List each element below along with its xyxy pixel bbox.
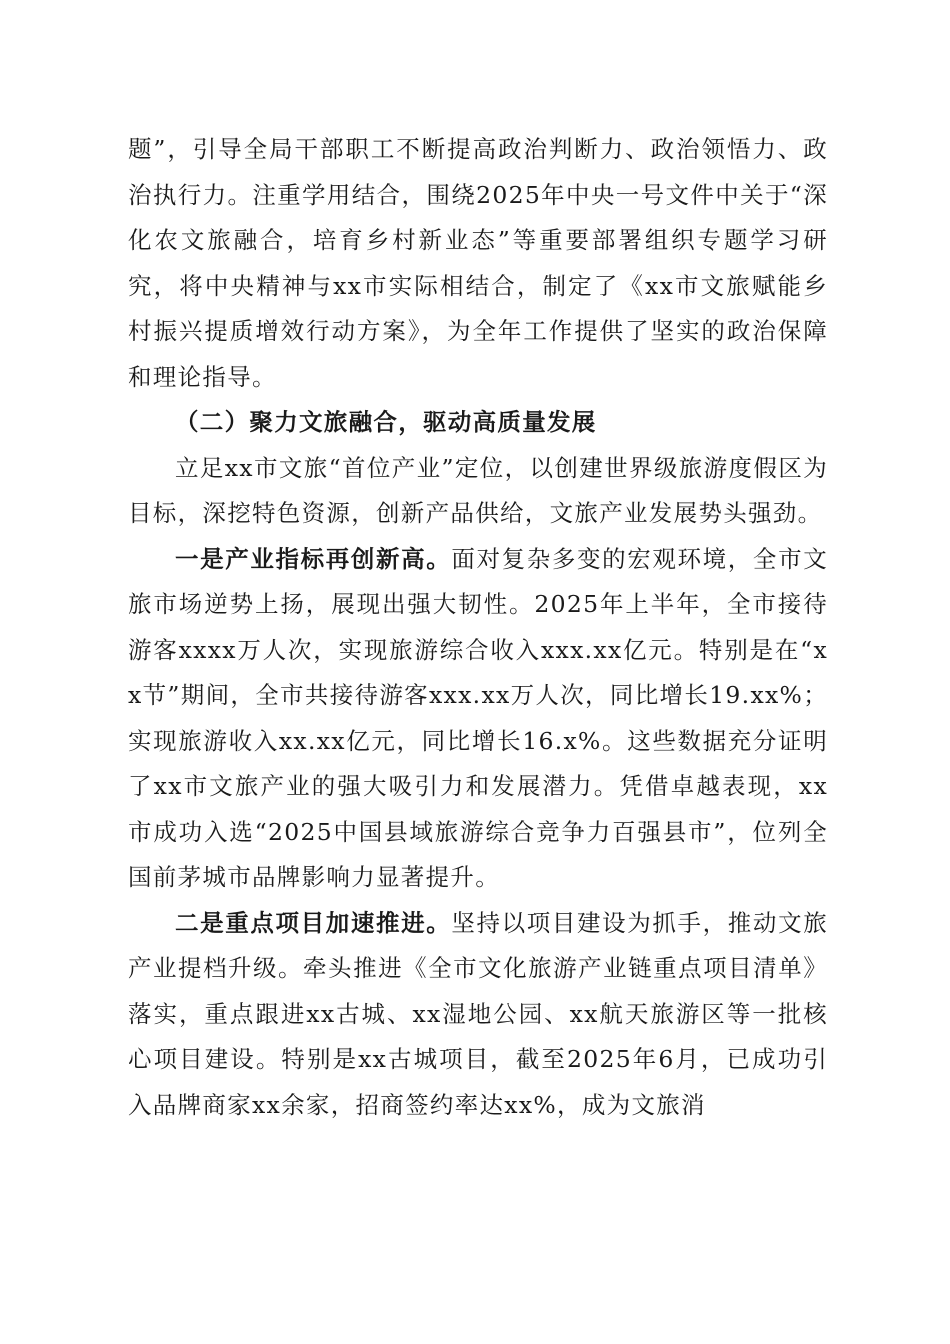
paragraph-text: 面对复杂多变的宏观环境，全市文旅市场逆势上扬，展现出强大韧性。2025年上半年，全市接待游客xxxx万人次，实现旅游综合收入xxx.xx亿元。特别是在“xx节”期间，全市共接待游客xxx.xx万人次，同比增长19.xx%；实现旅游收入xx.xx亿元，同比增长16.x%。这些数据充分证明了xx市文旅产业的强大吸引力和发展潜力。凭借卓越表现，xx市成功入选“2025中国县域旅游综合竞争力百强县市”，位列全国前茅城市品牌影响力显著提升。: [128, 544, 828, 891]
paragraph-industry-indicators: [128, 537, 828, 901]
paragraph-text: 立足xx市文旅“首位产业”定位，以创建世界级旅游度假区为目标，深挖特色资源，创新产品供给，文旅产业发展势头强劲。: [128, 453, 828, 527]
paragraph-text: 坚持以项目建设为抓手，推动文旅产业提档升级。牵头推进《全市文化旅游产业链重点项目清单》落实，重点跟进xx古城、xx湿地公园、xx航天旅游区等一批核心项目建设。特别是xx古城项目，截至2025年6月，已成功引入品牌商家xx余家，招商签约率达xx%，成为文旅消: [128, 908, 828, 1119]
paragraph-intro: [128, 446, 828, 537]
document-body: [128, 127, 828, 1128]
heading-text: （二）聚力文旅融合，驱动高质量发展: [175, 408, 597, 436]
paragraph-key-projects: [128, 901, 828, 1129]
paragraph-lead: 二是重点项目加速推进。: [175, 908, 452, 937]
paragraph-text: 题”，引导全局干部职工不断提高政治判断力、政治领悟力、政治执行力。注重学用结合，围绕2025年中央一号文件中关于“深化农文旅融合，培育乡村新业态”等重要部署组织专题学习研究，将中央精神与xx市实际相结合，制定了《xx市文旅赋能乡村振兴提质增效行动方案》，为全年工作提供了坚实的政治保障和理论指导。: [128, 135, 828, 391]
paragraph-continuation: [128, 127, 828, 400]
paragraph-lead: 一是产业指标再创新高。: [175, 544, 452, 573]
section-heading: [128, 400, 828, 446]
